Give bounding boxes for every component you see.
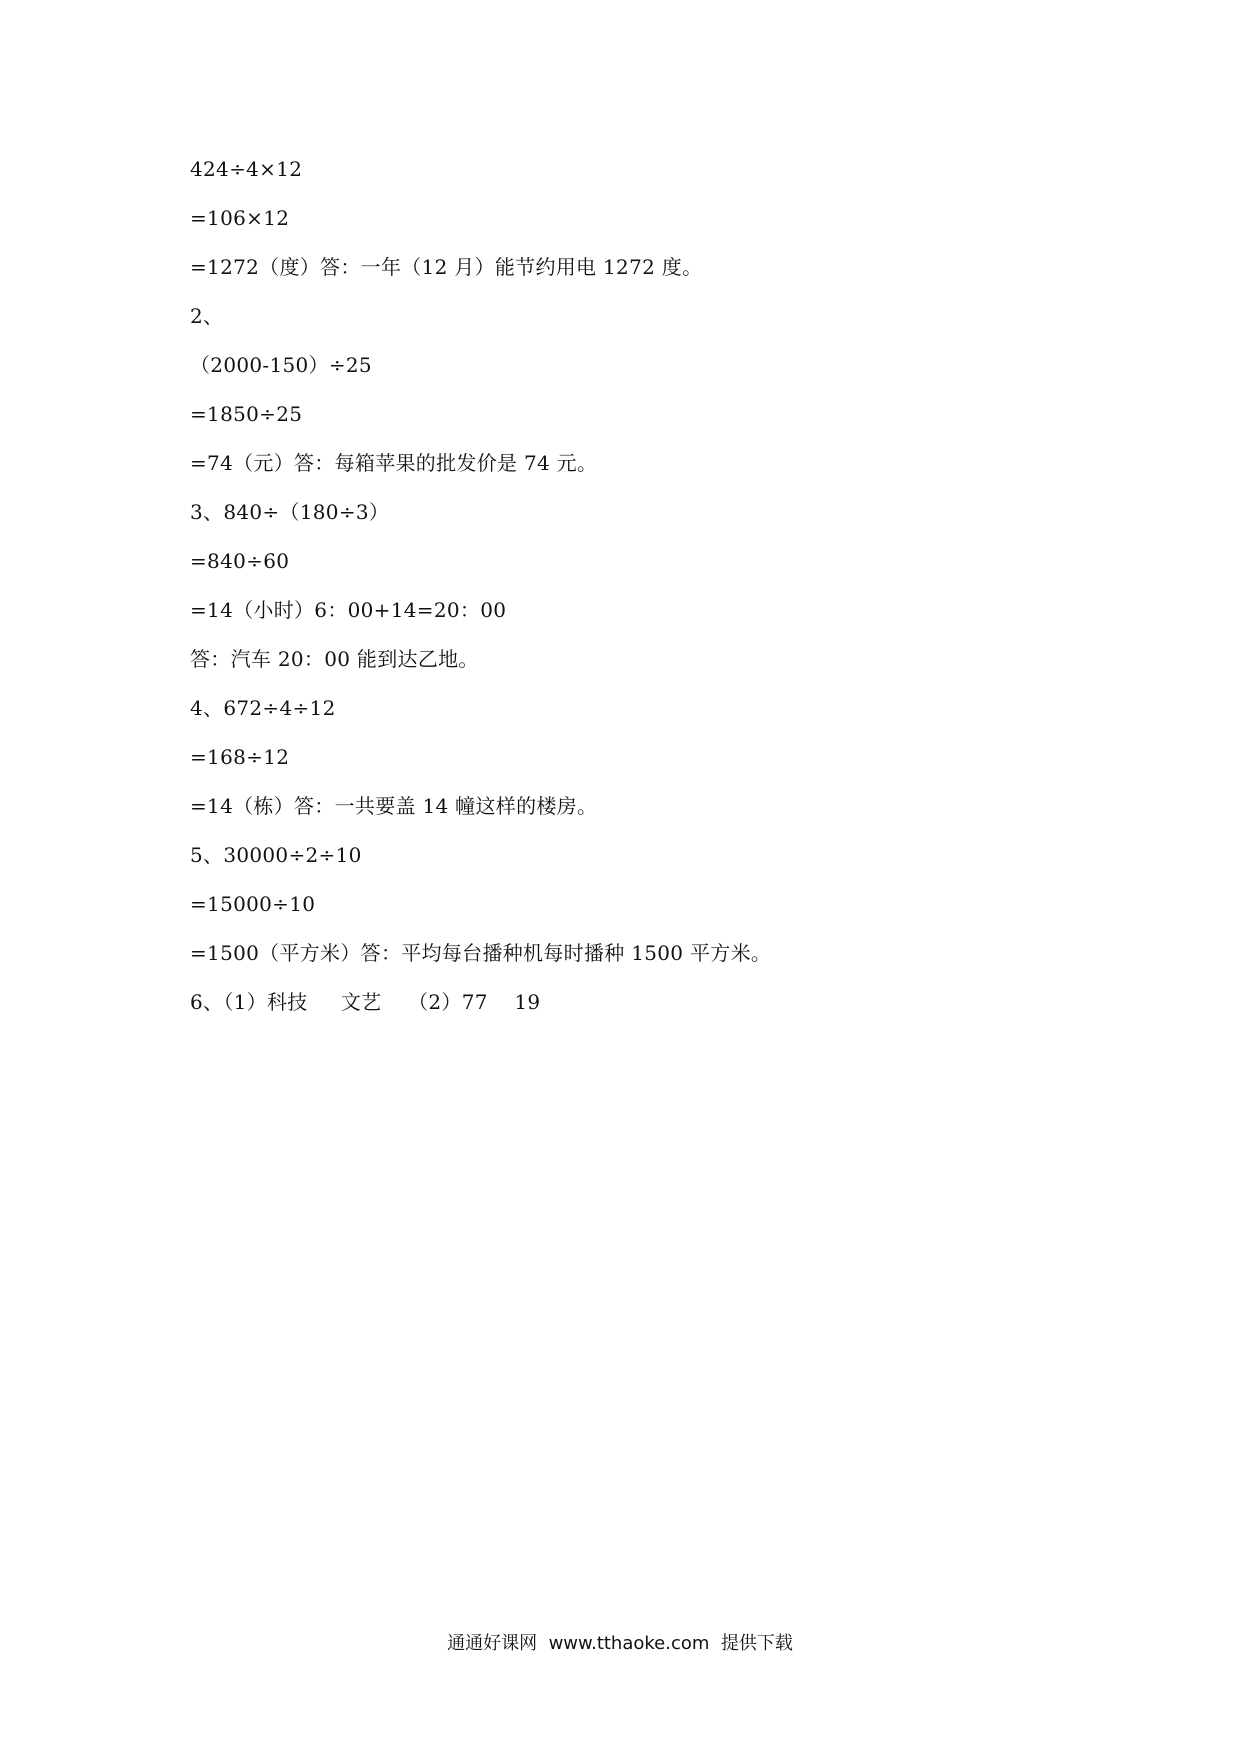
text-line: 3、840÷（180÷3） bbox=[190, 500, 390, 524]
answer-content bbox=[190, 157, 1090, 1039]
text-line: =1500（平方米）答：平均每台播种机每时播种 1500 平方米。 bbox=[190, 941, 772, 965]
text-line: 6、（1）科技 文艺 （2）77 19 bbox=[190, 990, 541, 1014]
text-line: =74（元）答：每箱苹果的批发价是 74 元。 bbox=[190, 451, 598, 475]
page-footer: 通通好课网 www.tthaoke.com 提供下载 bbox=[447, 1633, 793, 1654]
text-line: =106×12 bbox=[190, 206, 290, 230]
text-line: （2000-150）÷25 bbox=[190, 353, 372, 377]
text-line: =14（栋）答：一共要盖 14 幢这样的楼房。 bbox=[190, 794, 598, 818]
text-line: 2、 bbox=[190, 304, 224, 328]
text-line: 4、672÷4÷12 bbox=[190, 696, 336, 720]
text-line: =168÷12 bbox=[190, 745, 290, 769]
text-line: =1272（度）答：一年（12 月）能节约用电 1272 度。 bbox=[190, 255, 703, 279]
text-line: =15000÷10 bbox=[190, 892, 316, 916]
text-line: 答：汽车 20：00 能到达乙地。 bbox=[190, 647, 479, 671]
text-line: =840÷60 bbox=[190, 549, 290, 573]
text-line: =1850÷25 bbox=[190, 402, 303, 426]
text-line: 424÷4×12 bbox=[190, 157, 303, 181]
text-line: 5、30000÷2÷10 bbox=[190, 843, 362, 867]
text-line: =14（小时）6：00+14=20：00 bbox=[190, 598, 507, 622]
